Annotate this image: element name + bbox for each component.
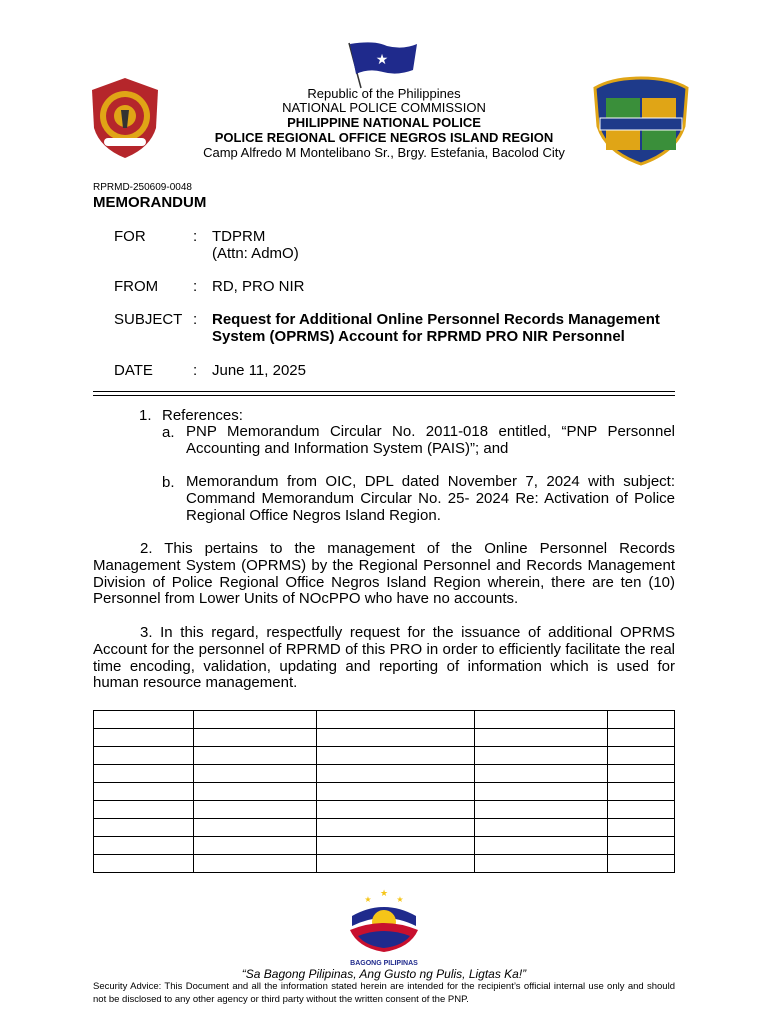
item-1-number: 1.: [139, 407, 152, 424]
svg-text:★: ★: [364, 895, 372, 904]
for-recipient: TDPRM: [212, 228, 266, 245]
slogan: “Sa Bagong Pilipinas, Ang Gusto ng Pulis, Ligtas Ka!”: [241, 967, 527, 981]
date-colon: :: [193, 362, 198, 379]
memo-title: MEMORANDUM: [93, 194, 207, 211]
table-row: [94, 765, 675, 783]
table-row: [94, 711, 675, 729]
from-value: RD, PRO NIR: [212, 278, 305, 295]
bagong-pilipinas-logo-text: BAGONG PILIPINAS: [350, 960, 418, 967]
date-value: June 11, 2025: [212, 362, 306, 379]
date-label: DATE: [114, 362, 153, 379]
item-1-title: References:: [162, 407, 243, 424]
subject-colon: :: [193, 311, 198, 328]
table-row: [94, 783, 675, 801]
reference-a-text: PNP Memorandum Circular No. 2011-018 entitled, “PNP Personnel Accounting and Information System (PAIS)”; and: [186, 423, 675, 457]
table-row: [94, 801, 675, 819]
table-row: [94, 729, 675, 747]
for-colon: :: [193, 228, 198, 245]
subject-line-1: Request for Additional Online Personnel Records Management: [212, 311, 660, 328]
table-row: [94, 837, 675, 855]
flag-icon: [345, 40, 421, 90]
paragraph-2: 2. This pertains to the management of the Online Personnel Records Management System (OPRMS) by the Regional Personnel and Records Management Division of Police Regional Office Negros Island Region wherein, there are ten (10) Personnel from Lower Units of NOcPPO who have no accounts.: [93, 540, 675, 608]
security-advice: Security Advice: This Document and all the information stated herein are intended for the recipient’s official internal use only and should not be disclosed to any other agency or third party without the written consent of the PNP.: [93, 981, 675, 1005]
reference-a-letter: a.: [162, 424, 175, 441]
from-label: FROM: [114, 278, 159, 295]
for-value: [212, 228, 299, 262]
header-republic: Republic of the Philippines: [307, 86, 461, 101]
header-address: Camp Alfredo M Montelibano Sr., Brgy. Estefania, Bacolod City: [203, 145, 565, 160]
table-row: [94, 855, 675, 873]
header-office: POLICE REGIONAL OFFICE NEGROS ISLAND REGION: [214, 130, 554, 145]
table-row: [94, 819, 675, 837]
subject-value: [212, 311, 660, 345]
svg-text:★: ★: [375, 52, 389, 68]
reference-b-text: Memorandum from OIC, DPL dated November 7, 2024 with subject: Command Memorandum Circular No. 25- 2024 Re: Activation of Police Regional Office Negros Island Region.: [186, 473, 675, 524]
reference-b-letter: b.: [162, 474, 175, 491]
personnel-table: [93, 710, 675, 873]
header-divider: [93, 391, 675, 396]
header-agency: PHILIPPINE NATIONAL POLICE: [287, 115, 481, 130]
paragraph-3: 3. In this regard, respectfully request for the issuance of additional OPRMS Account for the personnel of RPRMD of this PRO in order to efficiently facilitate the real time encoding, validation, updating and reporting of information which is used for human resource management.: [93, 624, 675, 692]
for-label: FOR: [114, 228, 146, 245]
header-commission: NATIONAL POLICE COMMISSION: [282, 100, 486, 115]
bagong-pilipinas-logo-icon: [340, 886, 428, 960]
subject-label: SUBJECT: [114, 311, 183, 328]
for-attention: (Attn: AdmO): [212, 245, 299, 262]
svg-text:★: ★: [396, 895, 404, 904]
table-row: [94, 747, 675, 765]
subject-line-2: System (OPRMS) Account for RPRMD PRO NIR Personnel: [212, 328, 625, 345]
reference-number: RPRMD-250609-0048: [93, 182, 192, 193]
svg-text:★: ★: [379, 889, 389, 899]
from-colon: :: [193, 278, 198, 295]
